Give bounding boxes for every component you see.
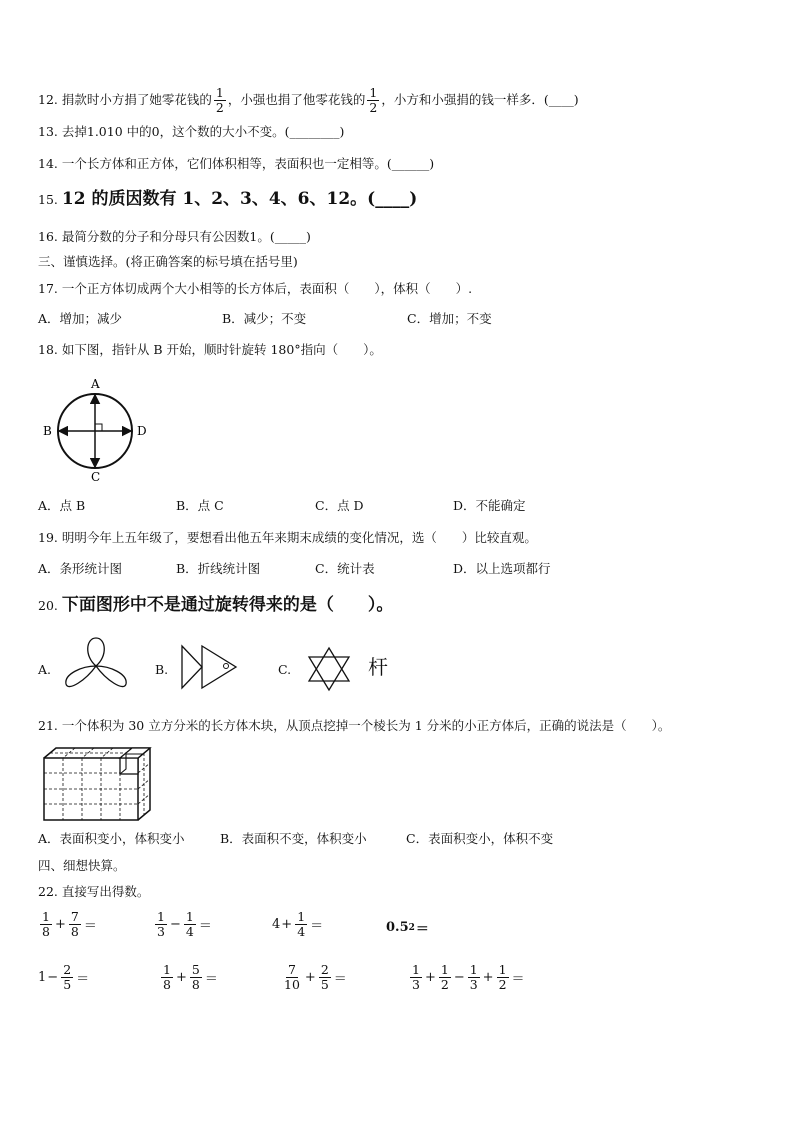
question-12 — [38, 86, 579, 115]
question-17 — [38, 279, 472, 299]
numerator: 1 — [215, 85, 224, 100]
question-number: 21. — [38, 718, 58, 733]
question-text: 去掉1.010 中的0，这个数的大小不变。(________) — [61, 124, 345, 139]
q18-option-d: D．不能确定 — [453, 498, 526, 513]
equals-sign: ＝ — [76, 972, 90, 987]
q18-option-c: C．点 D — [315, 498, 364, 513]
trefoil-figure — [64, 636, 128, 696]
fraction — [69, 910, 81, 939]
question-text: 最简分数的分子和分母只有公因数1。(_____) — [61, 229, 311, 244]
q19-option-a: A．条形统计图 — [38, 561, 123, 576]
numerator: 7 — [287, 962, 296, 977]
question-number: 20. — [38, 598, 58, 613]
equals-sign: ＝ — [415, 922, 429, 937]
denominator: 10 — [284, 977, 300, 992]
numerator: 1 — [42, 909, 50, 924]
calc-4 — [386, 918, 430, 937]
question-18 — [38, 340, 382, 360]
calc-1 — [38, 910, 98, 939]
numerator: 1 — [440, 962, 449, 977]
calc-7 — [280, 963, 348, 992]
question-22 — [38, 882, 149, 902]
q19-option-b: B．折线统计图 — [176, 561, 261, 576]
question-15 — [38, 189, 417, 210]
denominator: 4 — [297, 924, 306, 939]
q19-option-d: D．以上选项都行 — [453, 561, 551, 576]
denominator: 5 — [63, 977, 72, 992]
denominator: 3 — [412, 977, 420, 992]
numerator: 1 — [157, 909, 165, 924]
numerator: 1 — [185, 909, 194, 924]
operator: + — [304, 970, 316, 985]
equals-sign: ＝ — [333, 972, 347, 987]
question-text: 明明今年上五年级了，要想看出他五年来期末成绩的变化情况，选（ ）比较直观。 — [61, 530, 537, 545]
q21-option-a: A．表面积变小，体积变小 — [38, 831, 185, 846]
calc-3 — [272, 910, 324, 939]
numerator: 2 — [320, 962, 329, 977]
q17-option-c: C．增加；不变 — [407, 311, 492, 326]
equals-sign: ＝ — [198, 919, 212, 934]
question-text: 捐款时小方捐了她零花钱的 — [61, 92, 212, 107]
cuboid-figure — [42, 746, 154, 824]
question-number: 15. — [38, 192, 58, 207]
fraction — [190, 963, 202, 992]
fraction — [468, 963, 480, 992]
denominator: 3 — [157, 924, 165, 939]
calc-8 — [408, 963, 526, 992]
label-d: D — [137, 424, 147, 438]
operator: + — [54, 917, 66, 932]
equals-sign: ＝ — [204, 972, 218, 987]
question-19 — [38, 528, 537, 548]
section-heading-3: 三、谨慎选择。(将正确答案的标号填在括号里) — [38, 254, 298, 269]
calc-2 — [153, 910, 213, 939]
fraction — [439, 963, 451, 992]
q20-option-c-label: C. — [278, 662, 292, 677]
operator: − — [47, 970, 59, 985]
denominator: 8 — [42, 924, 50, 939]
operator: − — [169, 917, 181, 932]
fraction — [282, 963, 302, 992]
exponent: 2 — [408, 922, 415, 933]
question-text: 下面图形中不是通过旋转得来的是（ ）。 — [61, 595, 394, 615]
q17-option-b: B．减少；不变 — [222, 311, 307, 326]
fish-figure — [180, 644, 240, 690]
q20-option-a-label: A. — [38, 662, 52, 677]
question-text: ，小强也捐了他零花钱的 — [227, 92, 366, 107]
calc-5 — [38, 963, 90, 992]
fraction — [214, 86, 226, 115]
operator: + — [482, 970, 494, 985]
section-heading-4: 四、细想快算。 — [38, 858, 126, 873]
fraction — [319, 963, 331, 992]
q21-option-b: B．表面积不变，体积变小 — [220, 831, 367, 846]
numerator: 1 — [163, 962, 171, 977]
equals-sign: ＝ — [83, 919, 97, 934]
q18-option-a: A．点 B — [38, 498, 86, 513]
question-number: 19. — [38, 530, 58, 545]
numerator: 2 — [63, 962, 72, 977]
numerator: 1 — [469, 962, 478, 977]
question-number: 16. — [38, 229, 58, 244]
operator: + — [424, 970, 436, 985]
question-text: 一个正方体切成两个大小相等的长方体后，表面积（ ），体积（ ）. — [61, 281, 473, 296]
fraction — [410, 963, 422, 992]
label-b: B — [43, 424, 52, 438]
question-number: 18. — [38, 342, 58, 357]
operator: + — [175, 970, 187, 985]
question-text: 直接写出得数。 — [61, 884, 150, 899]
question-14 — [38, 154, 434, 174]
fraction — [367, 86, 379, 115]
numerator: 5 — [191, 962, 200, 977]
q17-option-a: A．增加；减少 — [38, 311, 123, 326]
fraction — [155, 910, 167, 939]
numerator: 1 — [498, 962, 507, 977]
q20-character: 杆 — [368, 655, 388, 679]
denominator: 2 — [440, 977, 449, 992]
denominator: 5 — [320, 977, 329, 992]
question-number: 22. — [38, 884, 58, 899]
base-number: 0.5 — [386, 920, 409, 935]
label-a: A — [91, 377, 100, 391]
denominator: 4 — [185, 924, 194, 939]
question-number: 17. — [38, 281, 58, 296]
star-figure — [306, 646, 352, 692]
fraction — [497, 963, 509, 992]
denominator: 8 — [163, 977, 171, 992]
question-21 — [38, 716, 670, 736]
denominator: 2 — [369, 100, 378, 115]
numerator: 1 — [297, 909, 306, 924]
whole-number: 4 — [272, 917, 281, 932]
question-number: 13. — [38, 124, 58, 139]
question-text: 如下图，指针从 B 开始，顺时针旋转 180°指向（ ）。 — [61, 342, 382, 357]
denominator: 3 — [469, 977, 478, 992]
equals-sign: ＝ — [310, 919, 324, 934]
calc-6 — [159, 963, 219, 992]
whole-number: 1 — [38, 970, 47, 985]
q20-option-b-label: B. — [155, 662, 169, 677]
fraction — [40, 910, 52, 939]
denominator: 2 — [498, 977, 507, 992]
denominator: 8 — [191, 977, 200, 992]
question-text: ，小方和小强捐的钱一样多．(____) — [381, 92, 579, 107]
question-text: 一个长方体和正方体，它们体积相等，表面积也一定相等。(______) — [61, 156, 435, 171]
q18-option-b: B．点 C — [176, 498, 224, 513]
fraction — [161, 963, 173, 992]
numerator: 7 — [70, 909, 79, 924]
question-16 — [38, 227, 311, 247]
question-text: 12 的质因数有 1、2、3、4、6、12。(____) — [61, 189, 418, 209]
question-number: 12. — [38, 92, 58, 107]
operator: − — [453, 970, 465, 985]
question-20 — [38, 595, 393, 616]
fraction — [184, 910, 196, 939]
label-c: C — [91, 470, 101, 484]
operator: + — [281, 917, 293, 932]
question-13 — [38, 122, 344, 142]
denominator: 2 — [215, 100, 224, 115]
fraction — [61, 963, 73, 992]
q21-option-c: C．表面积变小，体积不变 — [406, 831, 554, 846]
question-text: 一个体积为 30 立方分米的长方体木块，从顶点挖掉一个棱长为 1 分米的小正方体后，正确的说法是（ ）。 — [61, 718, 671, 733]
denominator: 8 — [70, 924, 79, 939]
q19-option-c: C．统计表 — [315, 561, 375, 576]
fraction — [295, 910, 307, 939]
equals-sign: ＝ — [511, 972, 525, 987]
numerator: 1 — [369, 85, 378, 100]
compass-figure — [40, 375, 155, 485]
numerator: 1 — [412, 962, 420, 977]
question-number: 14. — [38, 156, 58, 171]
